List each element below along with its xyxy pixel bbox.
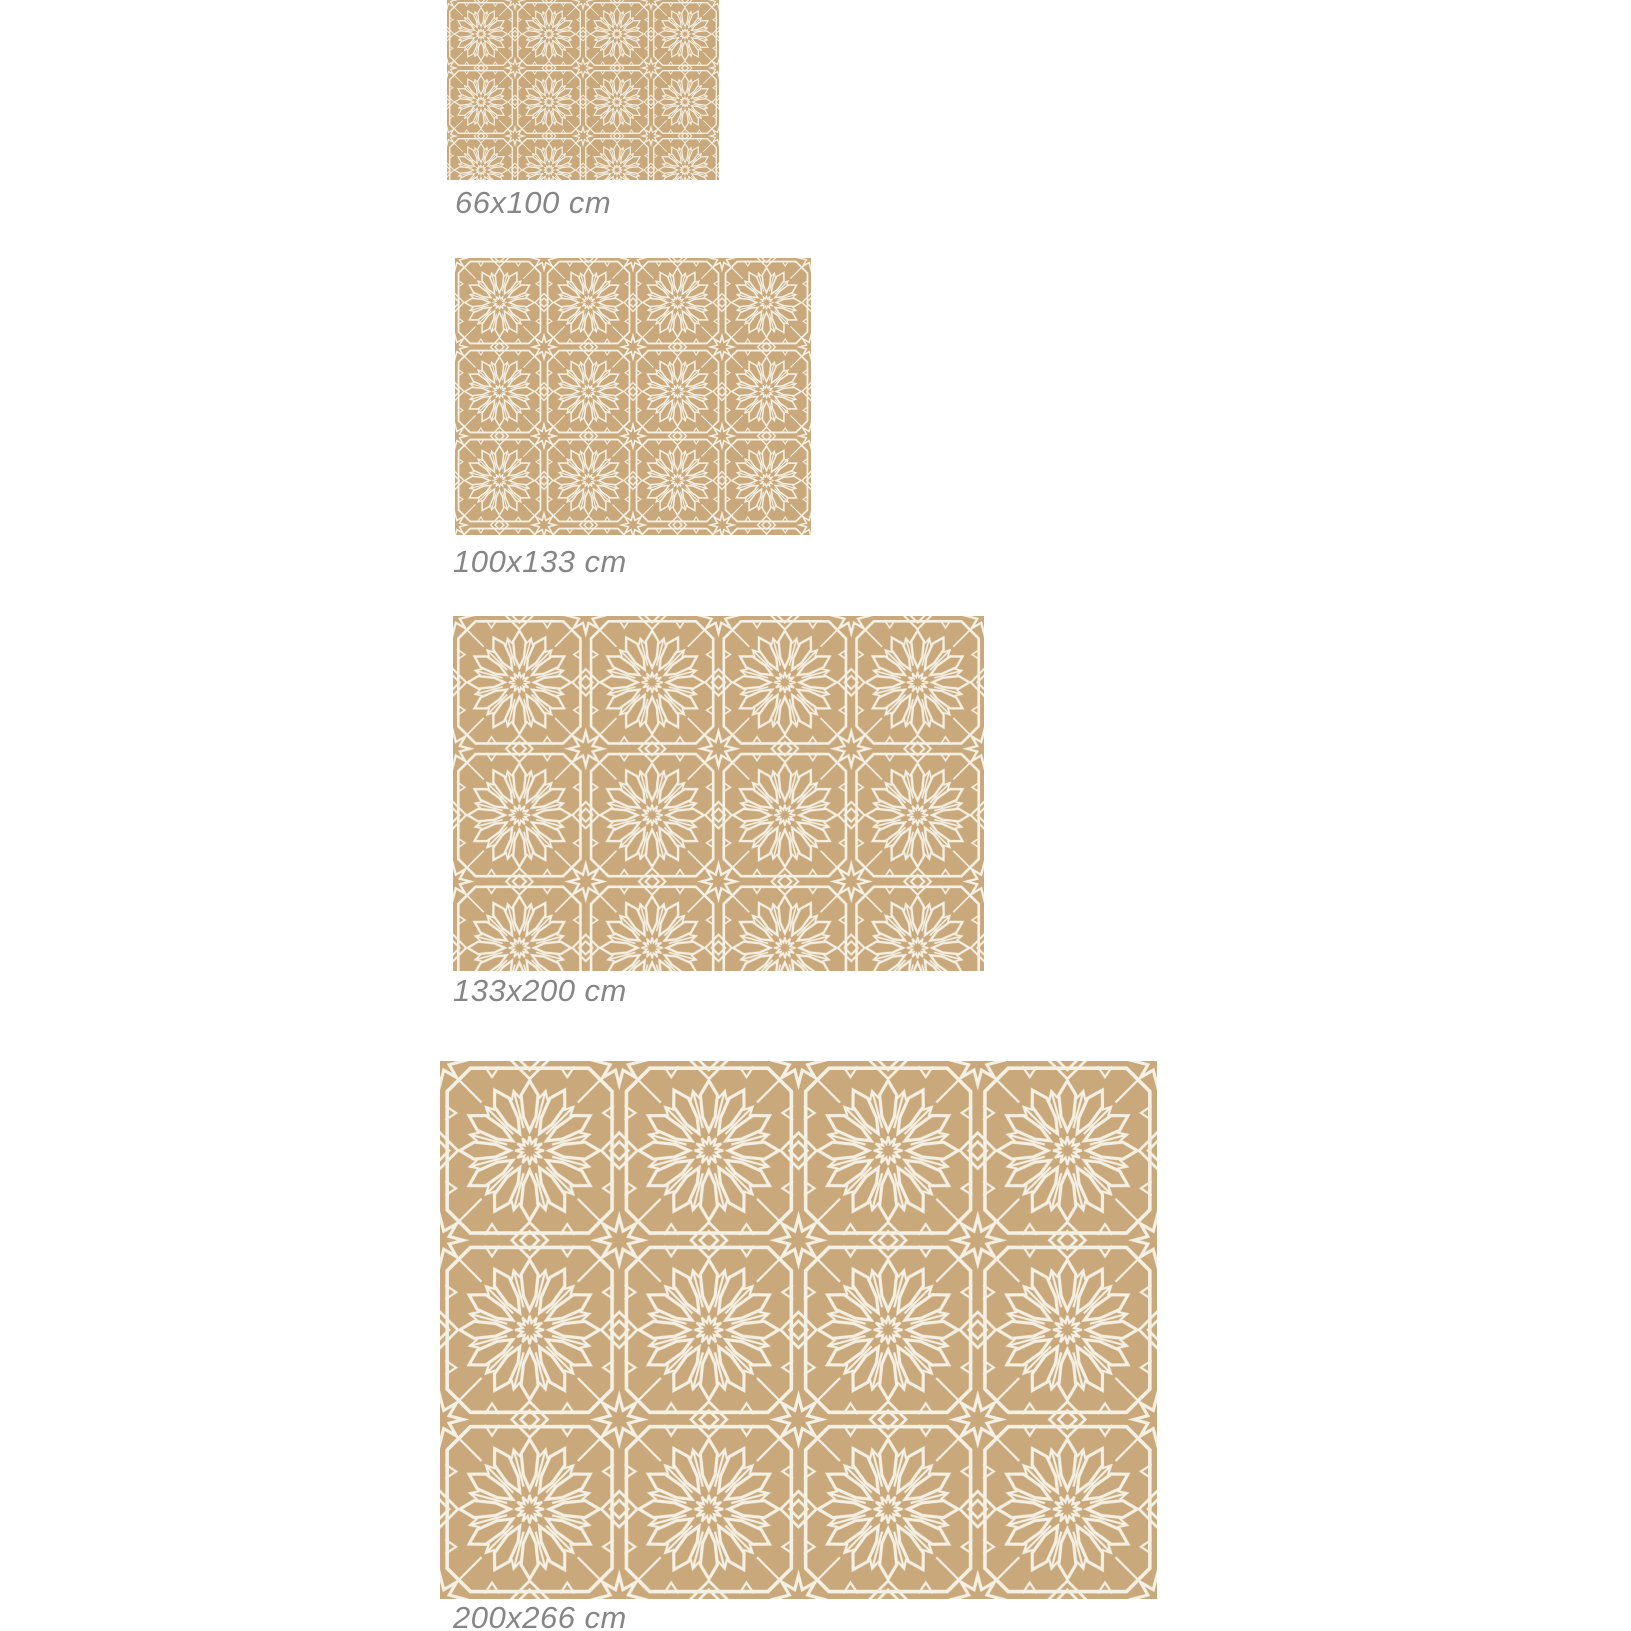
rug-image-66x100 — [447, 0, 719, 180]
rug-size-label-66x100: 66x100 cm — [455, 185, 612, 220]
rug-image-133x200 — [453, 616, 984, 971]
rug-image-200x266 — [440, 1061, 1157, 1599]
rug-image-100x133 — [455, 258, 811, 535]
rug-size-label-100x133: 100x133 cm — [453, 544, 627, 579]
rug-size-label-200x266: 200x266 cm — [453, 1600, 627, 1631]
rug-size-label-133x200: 133x200 cm — [453, 973, 627, 1008]
